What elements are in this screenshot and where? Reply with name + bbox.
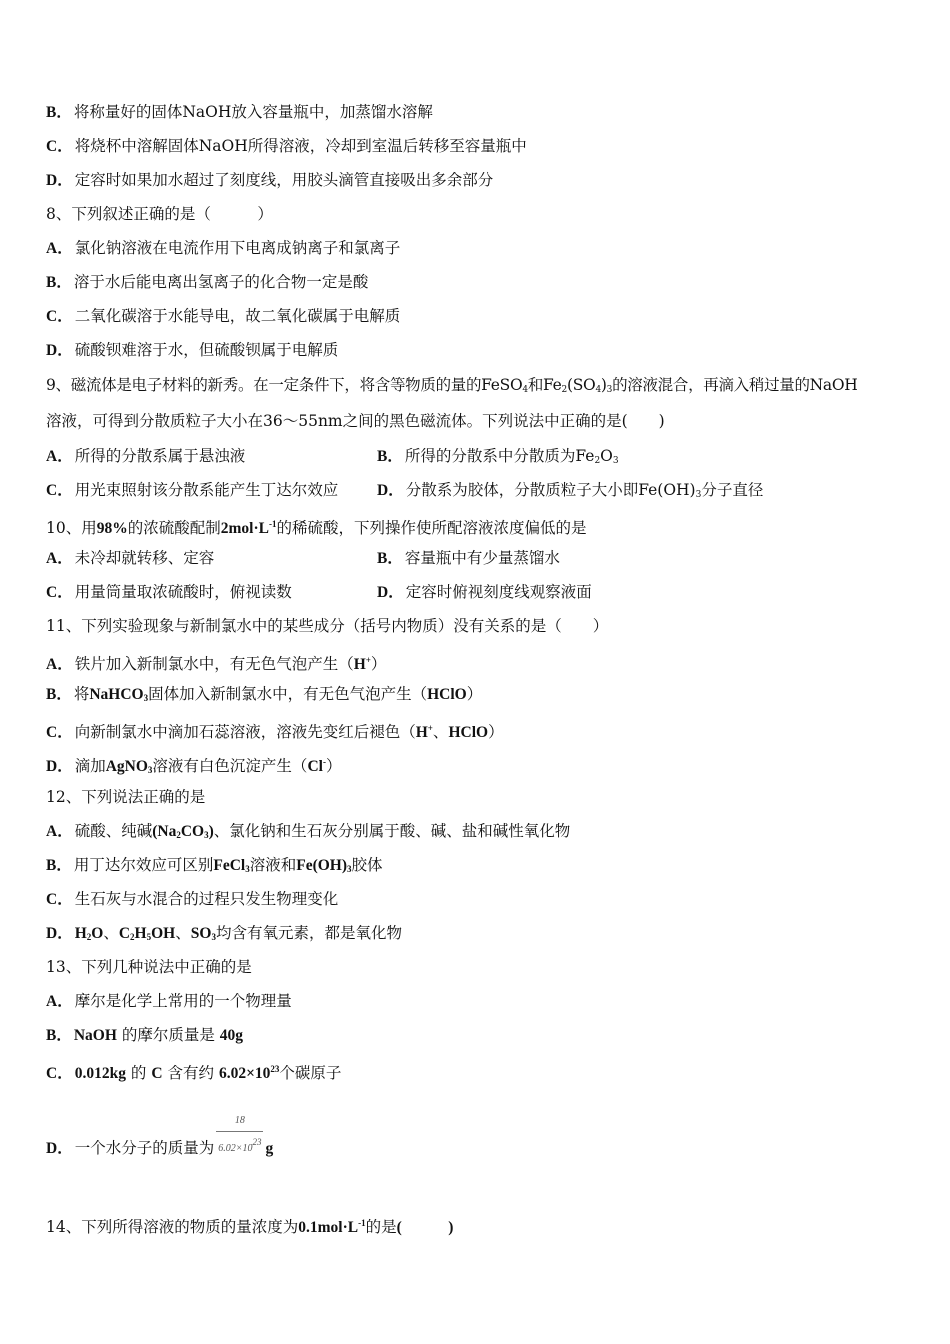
q11-option-b: B． 将NaHCO$_3$固体加入新制氯水中，有无色气泡产生（HClO） [46,685,483,703]
q8-option-b: B． 溶于水后能电离出氢离子的化合物一定是酸 [46,273,369,291]
q13-option-b: B． NaOH 的摩尔质量是 40g [46,1026,244,1044]
q11-option-a: A． 铁片加入新制氯水中，有无色气泡产生（H+） [46,655,387,673]
q11-stem: 11、下列实验现象与新制氯水中的某些成分（括号内物质）没有关系的是（ ） [46,617,609,635]
q12-option-c: C． 生石灰与水混合的过程只发生物理变化 [46,890,339,908]
q7-option-b: B． 将称量好的固体NaOH放入容量瓶中，加蒸馏水溶解 [46,103,433,121]
q14-stem: 14、下列所得溶液的物质的量浓度为$0.1mol\cdot L^{-1}$的是( ) [46,1218,454,1236]
q10-stem: 10、用98%的浓硫酸配制$2mol\cdot L^{-1}$的稀硫酸，下列操作使所配溶液浓度偏低的是 [46,519,587,537]
q8-option-a: A． 氯化钠溶液在电流作用下电离成钠离子和氯离子 [46,239,401,257]
q9-options-ab [46,446,906,467]
q12-option-b: B． 用丁达尔效应可区别FeCl$_3$溶液和$Fe(OH)_3$胶体 [46,856,383,874]
q10-option-b: B． 容量瓶中有少量蒸馏水 [377,549,560,567]
q9-option-c: C． 用光束照射该分散系能产生丁达尔效应 [46,481,339,499]
q10-option-a: A． 未冷却就转移、定容 [46,549,215,567]
q9-stem-line1: 9、磁流体是电子材料的新秀。在一定条件下，将含等物质的量的FeSO$_4$和$Fe_2(SO_4)_3$的溶液混合，再滴入稍过量的NaOH [46,376,858,395]
q10-option-d: D． 定容时俯视刻度线观察液面 [377,583,592,601]
q12-option-a: A． 硫酸、纯碱$(Na_2CO_3)$、氯化钠和生石灰分别属于酸、碱、盐和碱性氧化物 [46,822,571,840]
q13-stem: 13、下列几种说法中正确的是 [46,958,252,976]
q11-option-c: C． 向新制氯水中滴加石蕊溶液，溶液先变红后褪色（H+、HClO） [46,723,504,741]
q8-option-d: D． 硫酸钡难溶于水，但硫酸钡属于电解质 [46,341,339,359]
q12-stem: 12、下列说法正确的是 [46,788,206,806]
q9-options-cd [46,480,906,501]
q8-stem: 8、下列叙述正确的是（ ） [46,205,273,223]
mass-fraction: $\frac{18}{6.02\times 10^{23}}$ [216,1111,263,1159]
q10-options-cd [46,582,906,603]
q11-option-d: D． 滴加AgNO$_3$溶液有白色沉淀产生（Cl-） [46,757,342,775]
q8-option-c: C． 二氧化碳溶于水能导电，故二氧化碳属于电解质 [46,307,401,325]
q9-stem-line2: 溶液，可得到分散质粒子大小在36～55nm之间的黑色磁流体。下列说法中正确的是( ) [46,412,665,430]
q9-option-b: B． 所得的分散系中分散质为$Fe_2O_3$ [377,447,619,466]
q13-option-d: D． 一个水分子的质量为 $\frac{18}{6.02\times 10^{23}}$ g [46,1125,273,1173]
q13-option-a: A． 摩尔是化学上常用的一个物理量 [46,992,292,1010]
q10-options-ab [46,548,906,569]
q9-option-d: D． 分散系为胶体，分散质粒子大小即$Fe(OH)_3$分子直径 [377,481,764,500]
q13-option-c: C． 0.012kg 的 C 含有约 $6.02\times 10^{23}$个碳原子 [46,1064,342,1082]
q7-option-c: C． 将烧杯中溶解固体NaOH所得溶液，冷却到室温后转移至容量瓶中 [46,137,527,155]
q9-option-a: A． 所得的分散系属于悬浊液 [46,447,246,465]
q10-option-c: C． 用量筒量取浓硫酸时，俯视读数 [46,583,292,601]
q7-option-d: D． 定容时如果加水超过了刻度线，用胶头滴管直接吸出多余部分 [46,171,494,189]
q12-option-d: D． $H_2O$、$C_2H_5OH$、$SO_3$均含有氧元素，都是氧化物 [46,924,402,942]
